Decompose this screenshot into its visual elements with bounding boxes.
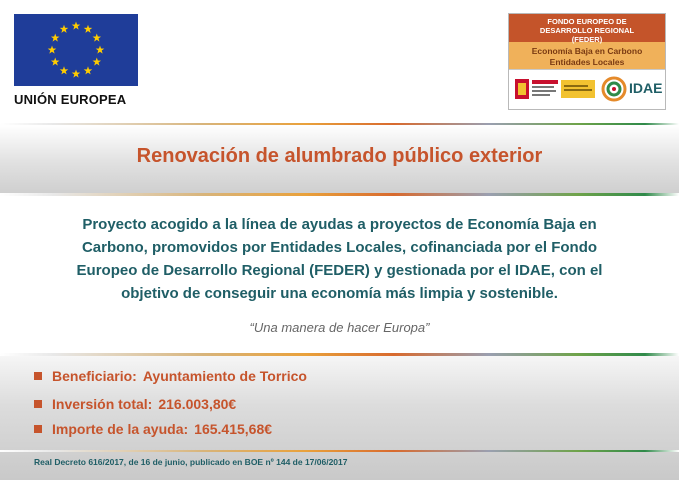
eu-star-icon [51, 58, 60, 66]
feder-title-line: FONDO EUROPEO DE [547, 17, 627, 26]
eu-star-icon [60, 25, 69, 33]
info-value: 216.003,80€ [158, 396, 237, 412]
eu-star-icon [60, 66, 69, 74]
feder-subtitle-line: Entidades Locales [549, 57, 625, 67]
description-line: objetivo de conseguir una economía más limpia y sostenible. [121, 285, 558, 302]
description-line: Proyecto acogido a la línea de ayudas a proyectos de Economía Baja en [82, 216, 597, 233]
info-row-beneficiary [34, 368, 307, 384]
eu-star-icon [72, 22, 81, 30]
eu-star-icon [93, 58, 102, 66]
feder-logo-box [508, 13, 666, 110]
info-label: Beneficiario: [52, 368, 137, 384]
eu-star-icon [48, 46, 57, 54]
feder-subtitle [509, 42, 665, 70]
info-row-grant [34, 421, 272, 437]
info-value: Ayuntamiento de Torrico [142, 368, 307, 384]
title-divider [0, 193, 679, 196]
square-bullet-icon [34, 425, 42, 433]
feder-subtitle-line: Economía Baja en Carbono [531, 46, 643, 56]
eu-star-icon [51, 34, 60, 42]
eu-star-icon [72, 70, 81, 78]
eu-star-icon [96, 46, 105, 54]
decree-divider [0, 450, 679, 452]
feder-logos [509, 70, 665, 108]
eu-star-icon [84, 66, 93, 74]
info-label: Inversión total: [52, 396, 153, 412]
square-bullet-icon [34, 400, 42, 408]
info-label: Importe de la ayuda: [52, 421, 189, 437]
page-title: Renovación de alumbrado público exterior [136, 145, 543, 167]
feder-title-line: (FEDER) [571, 35, 603, 44]
eu-star-icon [84, 25, 93, 33]
motto: “Una manera de hacer Europa” [249, 320, 430, 335]
idae-label: IDAE [629, 80, 663, 96]
info-row-investment [34, 396, 236, 412]
feder-title-line: DESARROLLO REGIONAL [539, 26, 635, 35]
spain-government-logo-icon [515, 78, 597, 100]
legal-decree: Real Decreto 616/2017, de 16 de junio, publicado en BOE nº 144 de 17/06/2017 [34, 457, 348, 467]
square-bullet-icon [34, 372, 42, 380]
eu-star-icon [93, 34, 102, 42]
info-value: 165.415,68€ [194, 421, 273, 437]
eu-label: UNIÓN EUROPEA [14, 92, 127, 107]
eu-stars-icon [14, 14, 138, 86]
project-description [26, 213, 653, 305]
description-line: Europeo de Desarrollo Regional (FEDER) y gestionada por el IDAE, con el [76, 262, 603, 279]
feder-title [509, 14, 665, 42]
eu-flag-logo [14, 14, 138, 86]
description-line: Carbono, promovidos por Entidades Locales, cofinanciada por el Fondo [81, 239, 598, 256]
